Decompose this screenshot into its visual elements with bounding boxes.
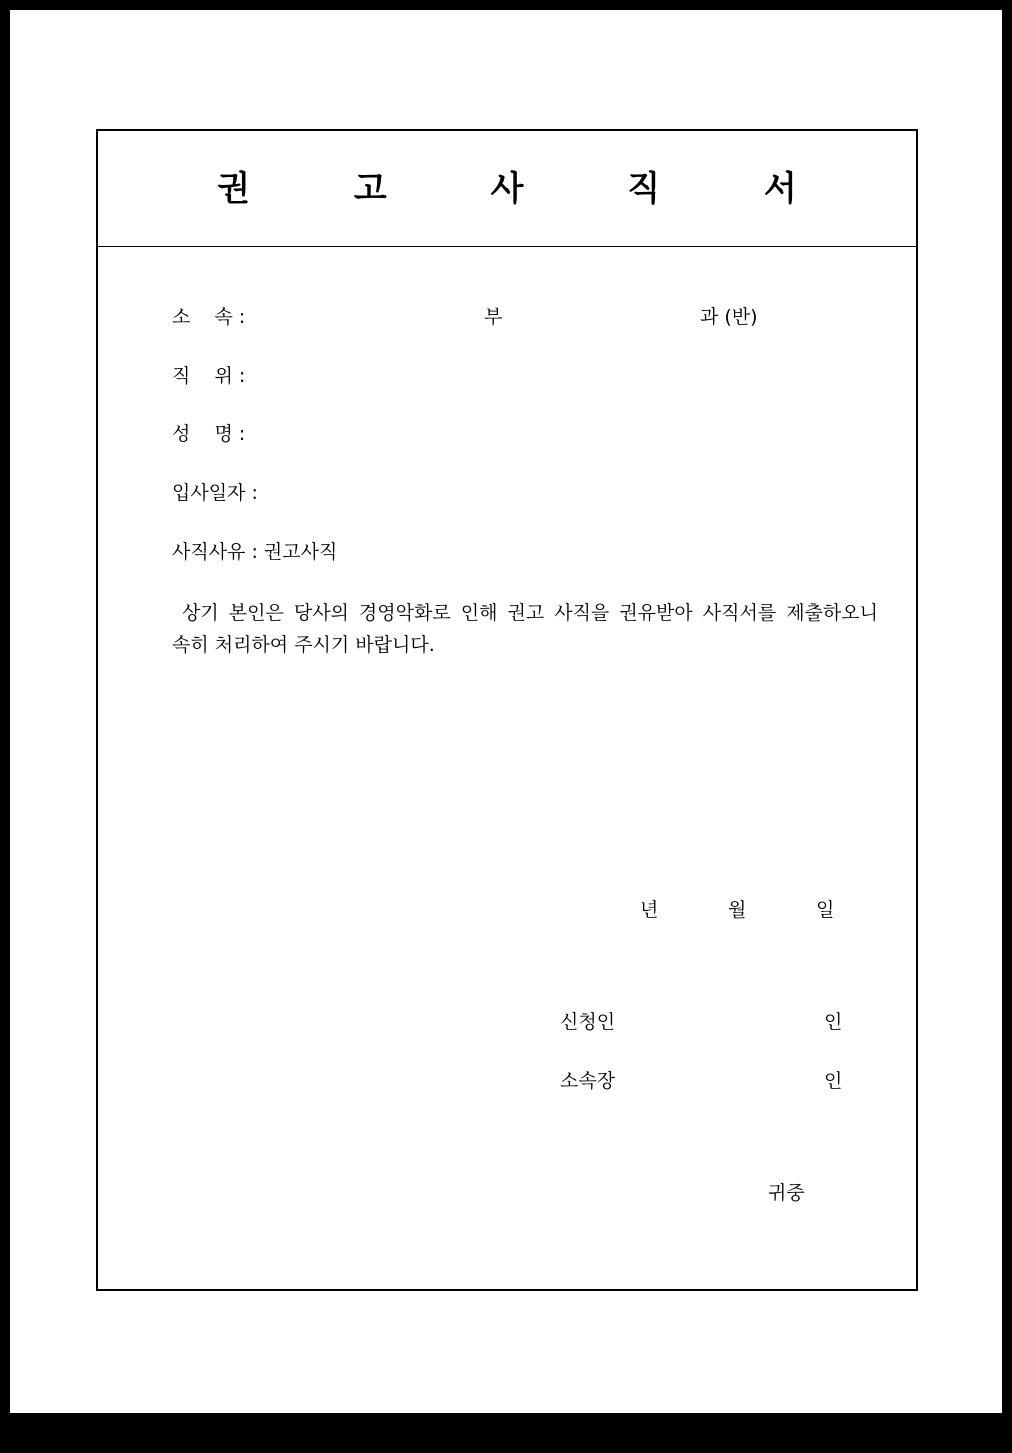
- date-day: 일: [816, 899, 835, 921]
- reason-value: 권고사직: [263, 541, 338, 563]
- body-paragraph-line1: 상기 본인은 당사의 경영악화로 인해 권고 사직을 권유받아 사직서를 제출하오니: [182, 602, 878, 624]
- applicant-label: 신청인: [560, 1011, 616, 1033]
- hire-date-label: 입사일자 :: [172, 482, 258, 504]
- form-frame: [96, 129, 918, 1291]
- manager-seal: 인: [824, 1070, 843, 1092]
- title-row: [98, 131, 916, 247]
- position-label: 직 위 :: [172, 365, 246, 387]
- manager-label: 소속장: [560, 1070, 616, 1092]
- reason-label: 사직사유 :: [172, 541, 264, 563]
- recipient: 귀중: [768, 1182, 805, 1204]
- document-title: 권 고 사 직 서: [217, 169, 843, 209]
- document-page: [10, 10, 1002, 1413]
- affiliation-label: 소 속 :: [172, 306, 246, 328]
- date-month: 월: [728, 899, 747, 921]
- reason-field: [172, 540, 337, 564]
- date-year: 년: [640, 899, 659, 921]
- name-label: 성 명 :: [172, 423, 246, 445]
- body-paragraph-line2: 속히 처리하여 주시기 바랍니다.: [172, 634, 435, 656]
- section-unit: 과 (반): [700, 306, 758, 328]
- department-unit: 부: [484, 306, 503, 328]
- applicant-seal: 인: [824, 1011, 843, 1033]
